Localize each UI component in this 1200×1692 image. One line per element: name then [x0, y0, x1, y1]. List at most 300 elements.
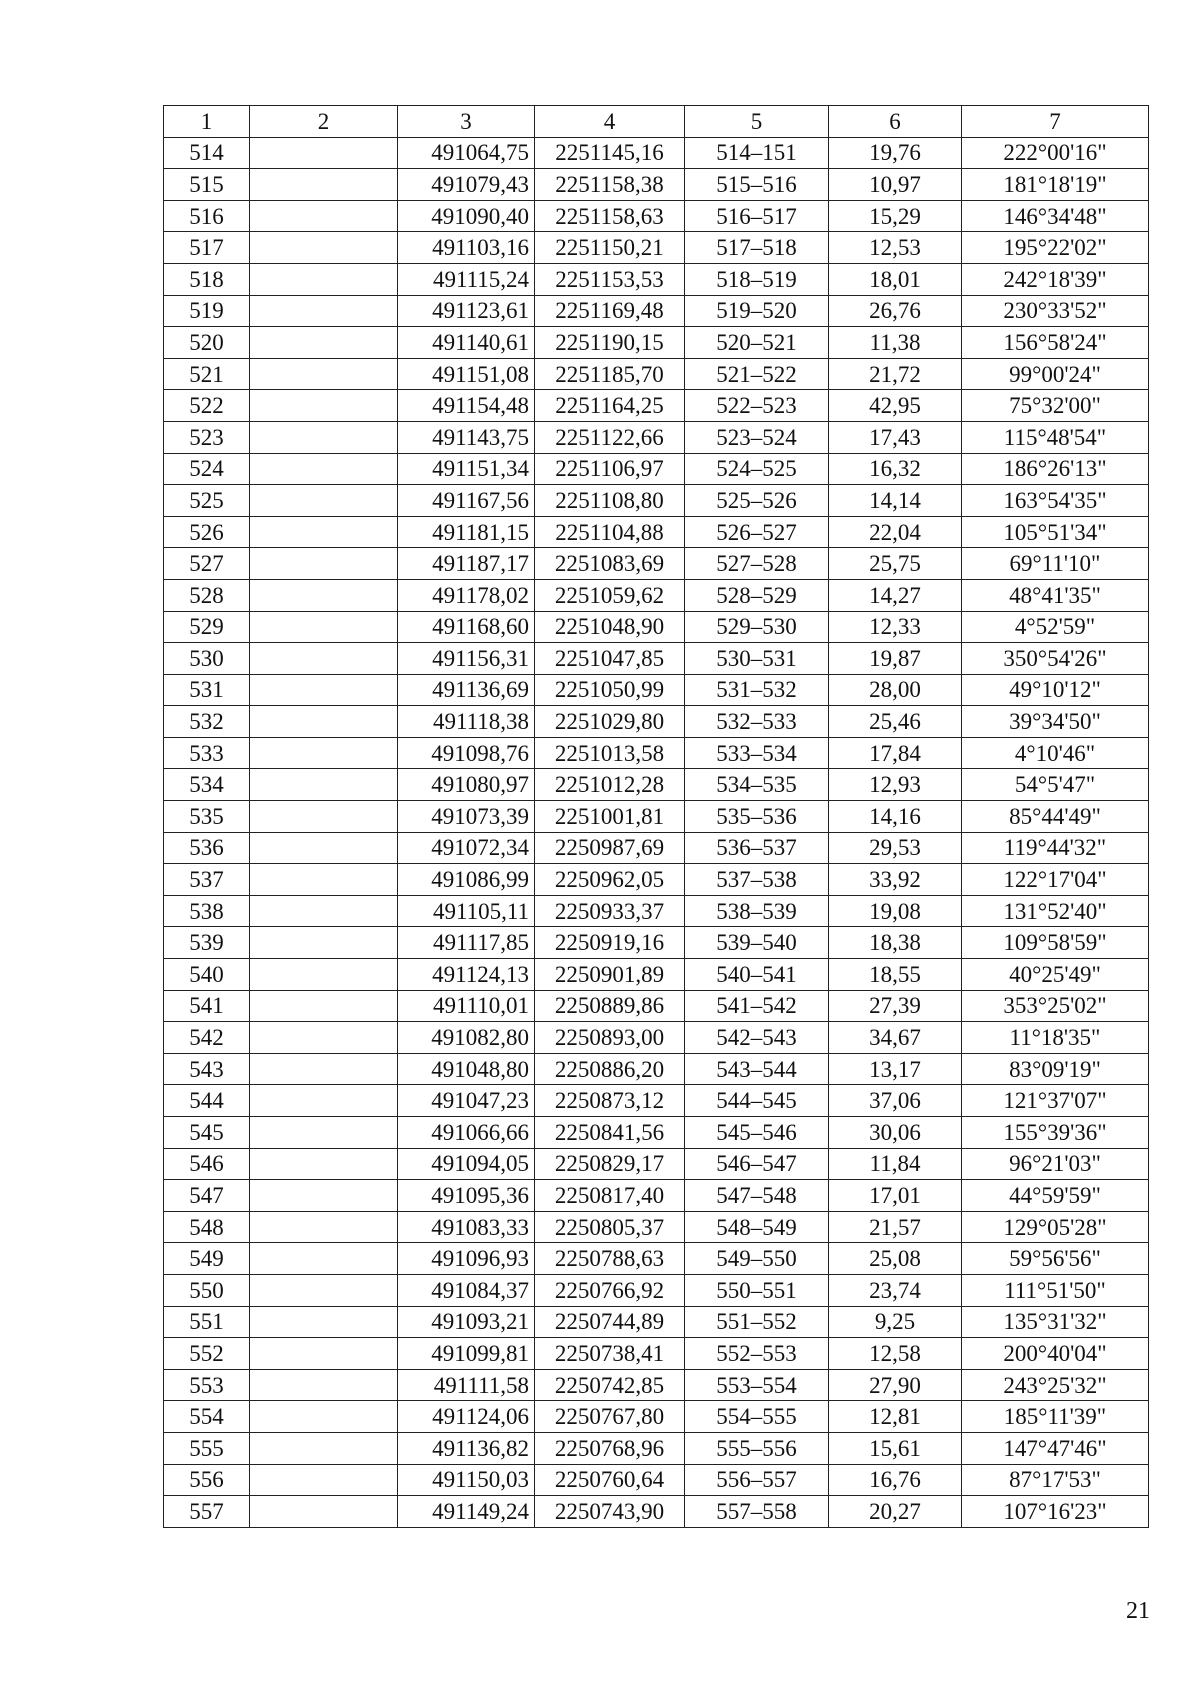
- point-note-cell: [250, 1211, 398, 1243]
- table-row: [164, 801, 1149, 833]
- segment-cell: 542–543: [685, 1022, 829, 1054]
- bearing-cell: 11°18'35": [962, 1022, 1149, 1054]
- y-coordinate-cell: 2250919,16: [535, 927, 685, 959]
- segment-cell: 527–528: [685, 548, 829, 580]
- y-coordinate-cell: 2250742,85: [535, 1369, 685, 1401]
- bearing-cell: 75°32'00": [962, 390, 1149, 422]
- x-coordinate-cell: 491117,85: [398, 927, 535, 959]
- y-coordinate-cell: 2250893,00: [535, 1022, 685, 1054]
- bearing-cell: 122°17'04": [962, 864, 1149, 896]
- bearing-cell: 87°17'53": [962, 1464, 1149, 1496]
- x-coordinate-cell: 491110,01: [398, 990, 535, 1022]
- point-note-cell: [250, 895, 398, 927]
- column-number-6: 6: [829, 106, 962, 138]
- bearing-cell: 39°34'50": [962, 706, 1149, 738]
- y-coordinate-cell: 2250743,90: [535, 1496, 685, 1528]
- point-note-cell: [250, 516, 398, 548]
- distance-cell: 11,38: [829, 327, 962, 359]
- x-coordinate-cell: 491123,61: [398, 295, 535, 327]
- distance-cell: 21,72: [829, 358, 962, 390]
- distance-cell: 22,04: [829, 516, 962, 548]
- y-coordinate-cell: 2250962,05: [535, 864, 685, 896]
- point-note-cell: [250, 1274, 398, 1306]
- x-coordinate-cell: 491064,75: [398, 137, 535, 169]
- x-coordinate-cell: 491136,69: [398, 674, 535, 706]
- point-number-cell: 556: [164, 1464, 250, 1496]
- bearing-cell: 85°44'49": [962, 801, 1149, 833]
- point-note-cell: [250, 1432, 398, 1464]
- y-coordinate-cell: 2250829,17: [535, 1148, 685, 1180]
- table-row: [164, 295, 1149, 327]
- x-coordinate-cell: 491079,43: [398, 169, 535, 201]
- segment-cell: 546–547: [685, 1148, 829, 1180]
- bearing-cell: 49°10'12": [962, 674, 1149, 706]
- point-number-cell: 550: [164, 1274, 250, 1306]
- point-note-cell: [250, 1306, 398, 1338]
- segment-cell: 519–520: [685, 295, 829, 327]
- distance-cell: 18,55: [829, 959, 962, 991]
- x-coordinate-cell: 491073,39: [398, 801, 535, 833]
- distance-cell: 15,29: [829, 200, 962, 232]
- bearing-cell: 96°21'03": [962, 1148, 1149, 1180]
- table-row: [164, 990, 1149, 1022]
- point-number-cell: 543: [164, 1053, 250, 1085]
- segment-cell: 552–553: [685, 1338, 829, 1370]
- bearing-cell: 222°00'16": [962, 137, 1149, 169]
- point-number-cell: 540: [164, 959, 250, 991]
- segment-cell: 544–545: [685, 1085, 829, 1117]
- distance-cell: 34,67: [829, 1022, 962, 1054]
- bearing-cell: 181°18'19": [962, 169, 1149, 201]
- x-coordinate-cell: 491154,48: [398, 390, 535, 422]
- point-number-cell: 528: [164, 579, 250, 611]
- table-row: [164, 1211, 1149, 1243]
- point-number-cell: 519: [164, 295, 250, 327]
- bearing-cell: 48°41'35": [962, 579, 1149, 611]
- point-number-cell: 549: [164, 1243, 250, 1275]
- y-coordinate-cell: 2251001,81: [535, 801, 685, 833]
- table-row: [164, 611, 1149, 643]
- bearing-cell: 40°25'49": [962, 959, 1149, 991]
- segment-cell: 522–523: [685, 390, 829, 422]
- segment-cell: 536–537: [685, 832, 829, 864]
- point-number-cell: 548: [164, 1211, 250, 1243]
- y-coordinate-cell: 2251012,28: [535, 769, 685, 801]
- y-coordinate-cell: 2251050,99: [535, 674, 685, 706]
- distance-cell: 18,01: [829, 263, 962, 295]
- point-note-cell: [250, 1338, 398, 1370]
- distance-cell: 12,58: [829, 1338, 962, 1370]
- y-coordinate-cell: 2251185,70: [535, 358, 685, 390]
- bearing-cell: 111°51'50": [962, 1274, 1149, 1306]
- distance-cell: 17,43: [829, 421, 962, 453]
- table-row: [164, 1243, 1149, 1275]
- bearing-cell: 186°26'13": [962, 453, 1149, 485]
- bearing-cell: 115°48'54": [962, 421, 1149, 453]
- distance-cell: 17,01: [829, 1180, 962, 1212]
- segment-cell: 526–527: [685, 516, 829, 548]
- point-note-cell: [250, 358, 398, 390]
- y-coordinate-cell: 2250933,37: [535, 895, 685, 927]
- distance-cell: 27,90: [829, 1369, 962, 1401]
- x-coordinate-cell: 491098,76: [398, 737, 535, 769]
- y-coordinate-cell: 2251106,97: [535, 453, 685, 485]
- point-number-cell: 538: [164, 895, 250, 927]
- bearing-cell: 131°52'40": [962, 895, 1149, 927]
- y-coordinate-cell: 2251158,63: [535, 200, 685, 232]
- point-number-cell: 546: [164, 1148, 250, 1180]
- y-coordinate-cell: 2250744,89: [535, 1306, 685, 1338]
- y-coordinate-cell: 2250738,41: [535, 1338, 685, 1370]
- x-coordinate-cell: 491066,66: [398, 1117, 535, 1149]
- table-row: [164, 1496, 1149, 1528]
- x-coordinate-cell: 491168,60: [398, 611, 535, 643]
- y-coordinate-cell: 2251104,88: [535, 516, 685, 548]
- bearing-cell: 69°11'10": [962, 548, 1149, 580]
- table-row: [164, 137, 1149, 169]
- y-coordinate-cell: 2251059,62: [535, 579, 685, 611]
- y-coordinate-cell: 2250817,40: [535, 1180, 685, 1212]
- bearing-cell: 121°37'07": [962, 1085, 1149, 1117]
- distance-cell: 29,53: [829, 832, 962, 864]
- bearing-cell: 135°31'32": [962, 1306, 1149, 1338]
- table-row: [164, 1022, 1149, 1054]
- x-coordinate-cell: 491094,05: [398, 1148, 535, 1180]
- distance-cell: 27,39: [829, 990, 962, 1022]
- point-number-cell: 557: [164, 1496, 250, 1528]
- y-coordinate-cell: 2251169,48: [535, 295, 685, 327]
- point-number-cell: 544: [164, 1085, 250, 1117]
- page-number: 21: [1126, 1598, 1150, 1624]
- y-coordinate-cell: 2251153,53: [535, 263, 685, 295]
- bearing-cell: 129°05'28": [962, 1211, 1149, 1243]
- point-number-cell: 526: [164, 516, 250, 548]
- distance-cell: 19,76: [829, 137, 962, 169]
- bearing-cell: 59°56'56": [962, 1243, 1149, 1275]
- table-row: [164, 927, 1149, 959]
- point-note-cell: [250, 769, 398, 801]
- bearing-cell: 353°25'02": [962, 990, 1149, 1022]
- column-number-3: 3: [398, 106, 535, 138]
- point-number-cell: 530: [164, 643, 250, 675]
- table-row: [164, 358, 1149, 390]
- x-coordinate-cell: 491178,02: [398, 579, 535, 611]
- distance-cell: 42,95: [829, 390, 962, 422]
- column-number-7: 7: [962, 106, 1149, 138]
- x-coordinate-cell: 491151,34: [398, 453, 535, 485]
- point-number-cell: 536: [164, 832, 250, 864]
- table-row: [164, 232, 1149, 264]
- x-coordinate-cell: 491105,11: [398, 895, 535, 927]
- table-row: [164, 864, 1149, 896]
- point-number-cell: 537: [164, 864, 250, 896]
- distance-cell: 23,74: [829, 1274, 962, 1306]
- table-row: [164, 421, 1149, 453]
- point-note-cell: [250, 706, 398, 738]
- distance-cell: 12,81: [829, 1401, 962, 1433]
- y-coordinate-cell: 2250841,56: [535, 1117, 685, 1149]
- distance-cell: 15,61: [829, 1432, 962, 1464]
- table-row: [164, 548, 1149, 580]
- segment-cell: 516–517: [685, 200, 829, 232]
- segment-cell: 518–519: [685, 263, 829, 295]
- point-note-cell: [250, 1085, 398, 1117]
- segment-cell: 532–533: [685, 706, 829, 738]
- bearing-cell: 109°58'59": [962, 927, 1149, 959]
- bearing-cell: 350°54'26": [962, 643, 1149, 675]
- point-number-cell: 533: [164, 737, 250, 769]
- distance-cell: 28,00: [829, 674, 962, 706]
- bearing-cell: 105°51'34": [962, 516, 1149, 548]
- table-row: [164, 390, 1149, 422]
- point-number-cell: 552: [164, 1338, 250, 1370]
- point-note-cell: [250, 1117, 398, 1149]
- bearing-cell: 119°44'32": [962, 832, 1149, 864]
- bearing-cell: 230°33'52": [962, 295, 1149, 327]
- x-coordinate-cell: 491181,15: [398, 516, 535, 548]
- y-coordinate-cell: 2250886,20: [535, 1053, 685, 1085]
- point-note-cell: [250, 927, 398, 959]
- segment-cell: 534–535: [685, 769, 829, 801]
- segment-cell: 537–538: [685, 864, 829, 896]
- table-row: [164, 263, 1149, 295]
- point-number-cell: 554: [164, 1401, 250, 1433]
- x-coordinate-cell: 491083,33: [398, 1211, 535, 1243]
- bearing-cell: 54°5'47": [962, 769, 1149, 801]
- distance-cell: 12,33: [829, 611, 962, 643]
- point-number-cell: 521: [164, 358, 250, 390]
- segment-cell: 554–555: [685, 1401, 829, 1433]
- segment-cell: 529–530: [685, 611, 829, 643]
- segment-cell: 541–542: [685, 990, 829, 1022]
- distance-cell: 21,57: [829, 1211, 962, 1243]
- point-note-cell: [250, 1180, 398, 1212]
- segment-cell: 530–531: [685, 643, 829, 675]
- segment-cell: 543–544: [685, 1053, 829, 1085]
- point-note-cell: [250, 674, 398, 706]
- x-coordinate-cell: 491156,31: [398, 643, 535, 675]
- point-note-cell: [250, 990, 398, 1022]
- distance-cell: 12,53: [829, 232, 962, 264]
- bearing-cell: 4°52'59": [962, 611, 1149, 643]
- point-note-cell: [250, 959, 398, 991]
- segment-cell: 545–546: [685, 1117, 829, 1149]
- table-row: [164, 959, 1149, 991]
- distance-cell: 25,75: [829, 548, 962, 580]
- point-number-cell: 524: [164, 453, 250, 485]
- point-note-cell: [250, 1464, 398, 1496]
- segment-cell: 540–541: [685, 959, 829, 991]
- x-coordinate-cell: 491124,13: [398, 959, 535, 991]
- point-number-cell: 529: [164, 611, 250, 643]
- bearing-cell: 147°47'46": [962, 1432, 1149, 1464]
- y-coordinate-cell: 2251029,80: [535, 706, 685, 738]
- distance-cell: 20,27: [829, 1496, 962, 1528]
- distance-cell: 19,08: [829, 895, 962, 927]
- x-coordinate-cell: 491047,23: [398, 1085, 535, 1117]
- point-note-cell: [250, 832, 398, 864]
- column-number-1: 1: [164, 106, 250, 138]
- point-note-cell: [250, 548, 398, 580]
- y-coordinate-cell: 2250768,96: [535, 1432, 685, 1464]
- table-row: [164, 1148, 1149, 1180]
- point-note-cell: [250, 137, 398, 169]
- distance-cell: 14,27: [829, 579, 962, 611]
- point-note-cell: [250, 1148, 398, 1180]
- distance-cell: 18,38: [829, 927, 962, 959]
- x-coordinate-cell: 491080,97: [398, 769, 535, 801]
- segment-cell: 549–550: [685, 1243, 829, 1275]
- segment-cell: 521–522: [685, 358, 829, 390]
- table-header-row: [164, 106, 1149, 138]
- distance-cell: 33,92: [829, 864, 962, 896]
- y-coordinate-cell: 2251108,80: [535, 485, 685, 517]
- point-note-cell: [250, 169, 398, 201]
- table-row: [164, 1432, 1149, 1464]
- point-note-cell: [250, 232, 398, 264]
- x-coordinate-cell: 491118,38: [398, 706, 535, 738]
- bearing-cell: 200°40'04": [962, 1338, 1149, 1370]
- x-coordinate-cell: 491099,81: [398, 1338, 535, 1370]
- table-row: [164, 643, 1149, 675]
- point-number-cell: 551: [164, 1306, 250, 1338]
- point-number-cell: 520: [164, 327, 250, 359]
- point-number-cell: 547: [164, 1180, 250, 1212]
- segment-cell: 531–532: [685, 674, 829, 706]
- y-coordinate-cell: 2251083,69: [535, 548, 685, 580]
- distance-cell: 13,17: [829, 1053, 962, 1085]
- x-coordinate-cell: 491082,80: [398, 1022, 535, 1054]
- distance-cell: 37,06: [829, 1085, 962, 1117]
- bearing-cell: 185°11'39": [962, 1401, 1149, 1433]
- point-number-cell: 534: [164, 769, 250, 801]
- x-coordinate-cell: 491151,08: [398, 358, 535, 390]
- y-coordinate-cell: 2250889,86: [535, 990, 685, 1022]
- table-row: [164, 1053, 1149, 1085]
- point-note-cell: [250, 390, 398, 422]
- x-coordinate-cell: 491124,06: [398, 1401, 535, 1433]
- table-row: [164, 1306, 1149, 1338]
- y-coordinate-cell: 2251047,85: [535, 643, 685, 675]
- y-coordinate-cell: 2251150,21: [535, 232, 685, 264]
- segment-cell: 533–534: [685, 737, 829, 769]
- distance-cell: 16,32: [829, 453, 962, 485]
- point-number-cell: 525: [164, 485, 250, 517]
- bearing-cell: 243°25'32": [962, 1369, 1149, 1401]
- point-note-cell: [250, 200, 398, 232]
- x-coordinate-cell: 491167,56: [398, 485, 535, 517]
- distance-cell: 12,93: [829, 769, 962, 801]
- segment-cell: 557–558: [685, 1496, 829, 1528]
- distance-cell: 26,76: [829, 295, 962, 327]
- bearing-cell: 163°54'35": [962, 485, 1149, 517]
- segment-cell: 548–549: [685, 1211, 829, 1243]
- point-number-cell: 517: [164, 232, 250, 264]
- table-row: [164, 1085, 1149, 1117]
- point-note-cell: [250, 485, 398, 517]
- table-row: [164, 674, 1149, 706]
- bearing-cell: 195°22'02": [962, 232, 1149, 264]
- point-note-cell: [250, 1496, 398, 1528]
- x-coordinate-cell: 491086,99: [398, 864, 535, 896]
- table-row: [164, 327, 1149, 359]
- point-note-cell: [250, 801, 398, 833]
- point-number-cell: 545: [164, 1117, 250, 1149]
- x-coordinate-cell: 491090,40: [398, 200, 535, 232]
- point-note-cell: [250, 1053, 398, 1085]
- point-note-cell: [250, 1401, 398, 1433]
- y-coordinate-cell: 2250901,89: [535, 959, 685, 991]
- point-number-cell: 531: [164, 674, 250, 706]
- table-row: [164, 485, 1149, 517]
- segment-cell: 520–521: [685, 327, 829, 359]
- point-number-cell: 539: [164, 927, 250, 959]
- point-note-cell: [250, 1243, 398, 1275]
- column-number-4: 4: [535, 106, 685, 138]
- point-number-cell: 553: [164, 1369, 250, 1401]
- bearing-cell: 155°39'36": [962, 1117, 1149, 1149]
- point-number-cell: 542: [164, 1022, 250, 1054]
- table-row: [164, 200, 1149, 232]
- coordinates-table: [163, 105, 1149, 1528]
- y-coordinate-cell: 2251145,16: [535, 137, 685, 169]
- table-row: [164, 1464, 1149, 1496]
- column-number-5: 5: [685, 106, 829, 138]
- point-note-cell: [250, 1022, 398, 1054]
- y-coordinate-cell: 2251190,15: [535, 327, 685, 359]
- table-row: [164, 453, 1149, 485]
- point-note-cell: [250, 327, 398, 359]
- point-number-cell: 516: [164, 200, 250, 232]
- segment-cell: 551–552: [685, 1306, 829, 1338]
- point-number-cell: 514: [164, 137, 250, 169]
- distance-cell: 25,08: [829, 1243, 962, 1275]
- x-coordinate-cell: 491096,93: [398, 1243, 535, 1275]
- distance-cell: 19,87: [829, 643, 962, 675]
- point-number-cell: 515: [164, 169, 250, 201]
- table-row: [164, 1401, 1149, 1433]
- x-coordinate-cell: 491115,24: [398, 263, 535, 295]
- y-coordinate-cell: 2251122,66: [535, 421, 685, 453]
- y-coordinate-cell: 2251013,58: [535, 737, 685, 769]
- x-coordinate-cell: 491140,61: [398, 327, 535, 359]
- distance-cell: 16,76: [829, 1464, 962, 1496]
- point-note-cell: [250, 579, 398, 611]
- table-row: [164, 169, 1149, 201]
- point-note-cell: [250, 643, 398, 675]
- x-coordinate-cell: 491187,17: [398, 548, 535, 580]
- x-coordinate-cell: 491048,80: [398, 1053, 535, 1085]
- point-number-cell: 555: [164, 1432, 250, 1464]
- table-row: [164, 516, 1149, 548]
- x-coordinate-cell: 491103,16: [398, 232, 535, 264]
- point-note-cell: [250, 864, 398, 896]
- segment-cell: 523–524: [685, 421, 829, 453]
- y-coordinate-cell: 2250805,37: [535, 1211, 685, 1243]
- point-note-cell: [250, 1369, 398, 1401]
- point-number-cell: 522: [164, 390, 250, 422]
- segment-cell: 553–554: [685, 1369, 829, 1401]
- x-coordinate-cell: 491111,58: [398, 1369, 535, 1401]
- point-number-cell: 532: [164, 706, 250, 738]
- point-note-cell: [250, 263, 398, 295]
- segment-cell: 555–556: [685, 1432, 829, 1464]
- y-coordinate-cell: 2251164,25: [535, 390, 685, 422]
- bearing-cell: 107°16'23": [962, 1496, 1149, 1528]
- x-coordinate-cell: 491084,37: [398, 1274, 535, 1306]
- bearing-cell: 4°10'46": [962, 737, 1149, 769]
- point-number-cell: 535: [164, 801, 250, 833]
